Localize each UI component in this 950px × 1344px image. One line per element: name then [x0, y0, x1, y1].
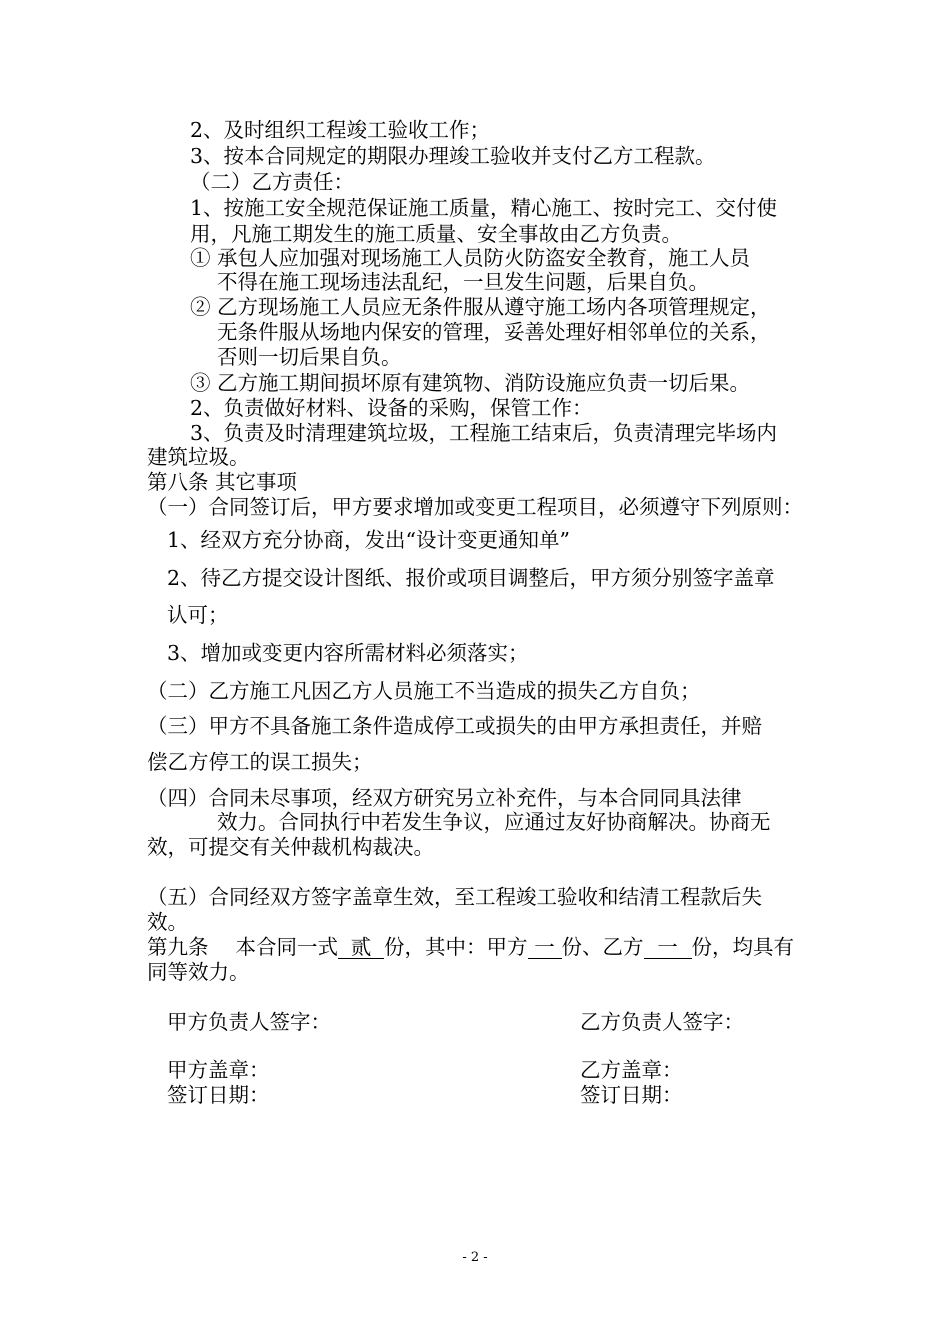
text-line: （五）合同经双方签字盖章生效，至工程竣工验收和结清工程款后失 [147, 885, 762, 909]
text-line: 2、待乙方提交设计图纸、报价或项目调整后，甲方须分别签字盖章 [167, 566, 775, 590]
party-a-signature-label: 甲方负责人签字： [167, 1010, 331, 1034]
text-line: 3、增加或变更内容所需材料必须落实； [167, 641, 529, 665]
text-line: 无条件服从场地内保安的管理，妥善处理好相邻单位的关系， [217, 320, 771, 344]
text-line: 2、负责做好材料、设备的采购，保管工作： [190, 396, 593, 420]
text-line: 效。 [147, 910, 188, 934]
section-heading: 第八条 其它事项 [147, 470, 298, 494]
article-nine-text: 份，均具有 [691, 935, 795, 959]
text-line: 1、经双方充分协商，发出“设计变更通知单” [167, 528, 571, 552]
copies-party-b-blank: 一 [644, 936, 692, 959]
text-line: ② 乙方现场施工人员应无条件服从遵守施工场内各项管理规定， [190, 295, 771, 319]
article-nine-text: 份，其中：甲方 [384, 935, 528, 959]
text-line: 3、负责及时清理建筑垃圾，工程施工结束后，负责清理完毕场内 [190, 421, 778, 445]
text-line: （二）乙方施工凡因乙方人员施工不当造成的损失乙方自负； [147, 679, 701, 703]
text-line: （三）甲方不具备施工条件造成停工或损失的由甲方承担责任，并赔 [147, 714, 762, 738]
text-line: 效力。合同执行中若发生争议，应通过友好协商解决。协商无 [217, 810, 771, 834]
party-b-date-label: 签订日期： [580, 1083, 683, 1107]
article-nine-text: 份、乙方 [561, 935, 644, 959]
text-line: 2、及时组织工程竣工验收工作； [190, 118, 491, 142]
text-line: 用，凡施工期发生的施工质量、安全事故由乙方负责。 [190, 222, 682, 246]
copies-total-blank: 贰 [338, 936, 384, 959]
text-line: 认可； [167, 603, 229, 627]
text-line: 效，可提交有关仲裁机构裁决。 [147, 835, 434, 859]
text-line: （四）合同未尽事项，经双方研究另立补充件，与本合同同具法律 [147, 786, 742, 810]
text-line: 同等效力。 [147, 960, 250, 984]
text-line: （一）合同签订后，甲方要求增加或变更工程项目，必须遵守下列原则： [147, 495, 803, 519]
party-b-signature-label: 乙方负责人签字： [580, 1010, 744, 1034]
article-nine-text: 第九条 本合同一式 [147, 935, 339, 959]
text-line: 3、按本合同规定的期限办理竣工验收并支付乙方工程款。 [190, 144, 716, 168]
party-a-seal-label: 甲方盖章： [167, 1058, 270, 1082]
party-a-date-label: 签订日期： [167, 1083, 270, 1107]
text-line: （二）乙方责任： [190, 170, 354, 194]
text-line: ③ 乙方施工期间损坏原有建筑物、消防设施应负责一切后果。 [190, 371, 751, 395]
party-b-seal-label: 乙方盖章： [580, 1058, 683, 1082]
page-number: - 2 - [462, 1250, 488, 1265]
text-line: 否则一切后果自负。 [217, 345, 402, 369]
text-line: 建筑垃圾。 [147, 445, 250, 469]
text-line: ① 承包人应加强对现场施工人员防火防盗安全教育，施工人员 [190, 246, 751, 270]
text-line: 不得在施工现场违法乱纪，一旦发生问题，后果自负。 [217, 270, 709, 294]
text-line: 1、按施工安全规范保证施工质量，精心施工、按时完工、交付使 [190, 196, 778, 220]
text-line: 偿乙方停工的误工损失； [147, 750, 373, 774]
article-nine-line [147, 934, 794, 960]
copies-party-a-blank: 一 [528, 936, 562, 959]
